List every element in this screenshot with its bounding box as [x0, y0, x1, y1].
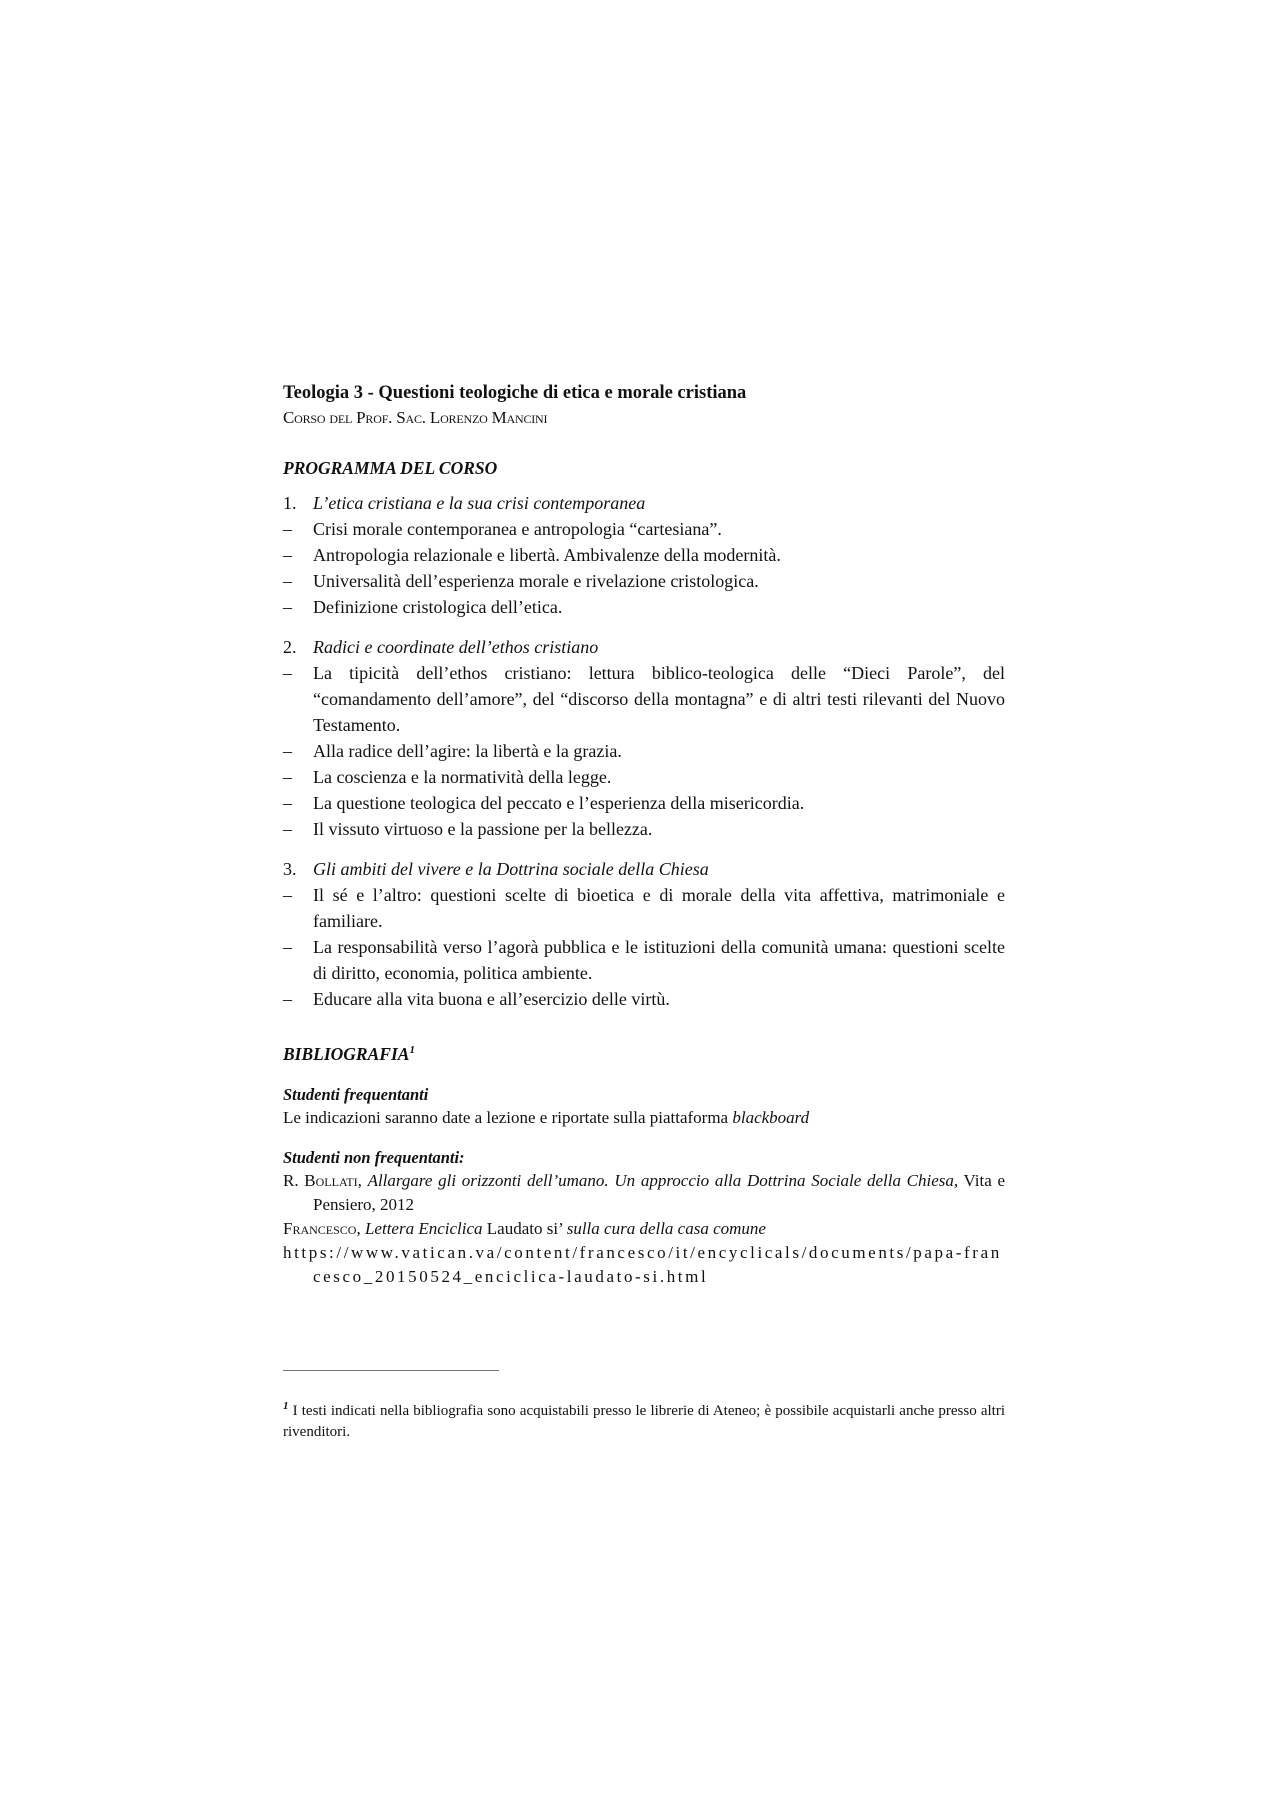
- bibliography-entry-francesco: Francesco, Lettera Enciclica Laudato si’ sulla cura della casa comune: [283, 1218, 766, 1238]
- topic-title-row: [283, 490, 1005, 516]
- program-topic-1: [283, 490, 1005, 620]
- topic-number: 2.: [283, 637, 297, 657]
- dash-bullet: –: [283, 741, 292, 761]
- list-item: – Il vissuto virtuoso e la passione per la bellezza.: [283, 816, 1005, 842]
- dash-bullet: –: [283, 885, 292, 905]
- footnote-number: 1: [283, 1400, 289, 1412]
- attending-students-text: Le indicazioni saranno date a lezione e riportate sulla piattaforma blackboard: [283, 1107, 810, 1127]
- dash-bullet: –: [283, 571, 292, 591]
- list-item: – Antropologia relazionale e libertà. Ambivalenze della modernità.: [283, 542, 1005, 568]
- encyclical-url-link[interactable]: https://www.vatican.va/content/francesco/it/encyclicals/documents/papa-francesco_20150524_enciclica-laudato-si.html: [283, 1242, 1002, 1286]
- footnote-separator: [283, 1370, 499, 1371]
- attending-students-heading: Studenti frequentanti: [283, 1084, 429, 1104]
- topic-title: L’etica cristiana e la sua crisi contemporanea: [313, 493, 646, 513]
- bibliography-heading: BIBLIOGRAFIA$^1$: [283, 1043, 415, 1064]
- list-item: – Crisi morale contemporanea e antropologia “cartesiana”.: [283, 516, 1005, 542]
- program-topic-2: [283, 634, 1005, 842]
- footnote-1: [283, 1396, 1005, 1443]
- list-item: – Alla radice dell’agire: la libertà e la grazia.: [283, 738, 1005, 764]
- course-title: Teologia 3 - Questioni teologiche di etica e morale cristiana: [283, 383, 747, 403]
- list-item: – La tipicità dell’ethos cristiano: lettura biblico-teologica delle “Dieci Parole”, del “comandamento dell’amore”, del “discorso della montagna” e di altri testi rilevanti del Nuovo Testamento.: [283, 660, 1005, 738]
- topic-number: 3.: [283, 859, 297, 879]
- dash-bullet: –: [283, 663, 292, 683]
- topic-title-row: [283, 856, 1005, 882]
- list-item: – La coscienza e la normatività della legge.: [283, 764, 1005, 790]
- topic-title-row: [283, 634, 1005, 660]
- list-item: – La questione teologica del peccato e l’esperienza della misericordia.: [283, 790, 1005, 816]
- course-author: Corso del Prof. Sac. Lorenzo Mancini: [283, 408, 548, 427]
- footnote-reference[interactable]: 1: [409, 1044, 415, 1056]
- bibliography-entry-bollati: R. Bollati, Allargare gli orizzonti dell’umano. Un approccio alla Dottrina Sociale della Chiesa, Vita e Pensiero, 2012: [283, 1170, 1006, 1214]
- document-page: [283, 380, 1005, 1289]
- dash-bullet: –: [283, 597, 292, 617]
- dash-bullet: –: [283, 519, 292, 539]
- list-item: – La responsabilità verso l’agorà pubblica e le istituzioni della comunità umana: questioni scelte di diritto, economia, politica ambiente.: [283, 934, 1005, 986]
- list-item: – Definizione cristologica dell’etica.: [283, 594, 1005, 620]
- dash-bullet: –: [283, 937, 292, 957]
- dash-bullet: –: [283, 793, 292, 813]
- dash-bullet: –: [283, 545, 292, 565]
- dash-bullet: –: [283, 819, 292, 839]
- topic-title: Gli ambiti del vivere e la Dottrina sociale della Chiesa: [313, 859, 709, 879]
- topic-number: 1.: [283, 493, 297, 513]
- program-topic-3: [283, 856, 1005, 1012]
- program-heading: PROGRAMMA DEL CORSO: [283, 458, 498, 478]
- non-attending-students-heading: Studenti non frequentanti:: [283, 1147, 465, 1167]
- footnote-text: I testi indicati nella bibliografia sono acquistabili presso le librerie di Ateneo; è possibile acquistarli anche presso altri rivenditori.: [283, 1403, 1005, 1440]
- list-item: – Educare alla vita buona e all’esercizio delle virtù.: [283, 986, 1005, 1012]
- list-item: – Il sé e l’altro: questioni scelte di bioetica e di morale della vita affettiva, matrimoniale e familiare.: [283, 882, 1005, 934]
- topic-title: Radici e coordinate dell’ethos cristiano: [313, 637, 599, 657]
- list-item: – Universalità dell’esperienza morale e rivelazione cristologica.: [283, 568, 1005, 594]
- dash-bullet: –: [283, 767, 292, 787]
- dash-bullet: –: [283, 989, 292, 1009]
